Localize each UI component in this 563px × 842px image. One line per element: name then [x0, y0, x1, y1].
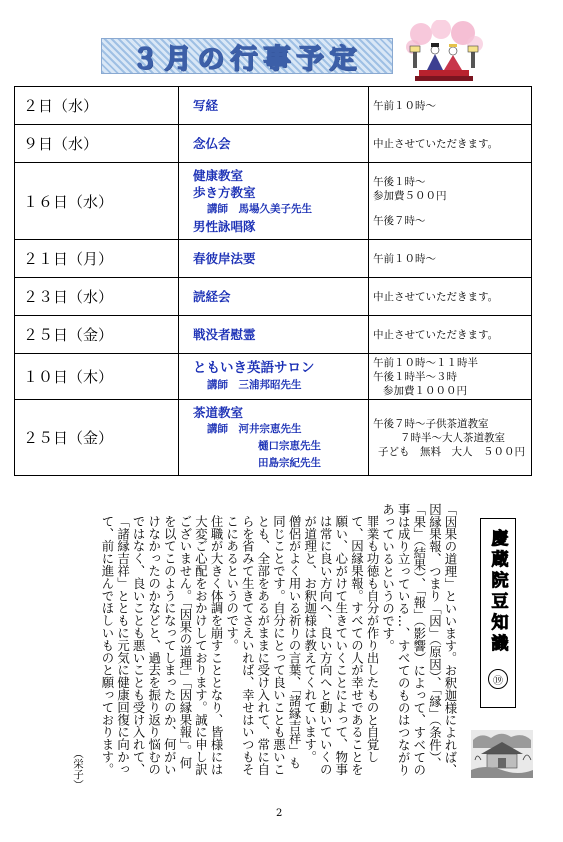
event-date: １０日（木）	[15, 354, 179, 400]
page-title: ３月の行事予定	[131, 43, 363, 75]
event-name: 茶道教室	[193, 404, 244, 420]
event-note: 参加費５００円	[373, 189, 447, 202]
event-date: １６日（水）	[15, 163, 179, 240]
essay-paragraph: 住職が大きく体調を崩すこととなり、皆様には大変ご心配をおかけしております。誠に申し訳ございません。「因果の道理」「因縁果報」。何を以てこのようになってしまったのか、何がいけなかったのかなどと、過去を振り返り悩むのではなく、良いことも悪いことも受け入れて、「諸縁吉祥」とともに元気に健康回復に向かって、前に進んでほしいものと願っております。	[99, 515, 225, 776]
essay-author: （栄子）	[72, 748, 84, 790]
event-cell	[179, 354, 369, 400]
column-title: 慶蔵院豆知識	[487, 529, 508, 655]
event-note: 午前１０時～	[369, 240, 532, 278]
event-schedule-table	[14, 86, 532, 476]
essay-paragraph: 「因果の道理」といいます。お釈迦様によれば、因縁果報、つまり「因」（原因）、「縁」（条件）、「果」（結果）、「報」（影響）によって、すべての事は成り立っている…、すべてのものはつながりあっているというのです。	[380, 503, 458, 776]
event-note: 中止させていただきます。	[369, 316, 532, 354]
hina-doll-illustration	[405, 20, 485, 84]
table-row	[15, 354, 532, 400]
table-row	[15, 316, 532, 354]
lecturer-name: 田島宗紀先生	[258, 456, 321, 469]
event-date: ９日（水）	[15, 125, 179, 163]
event-name: 写経	[179, 87, 369, 125]
event-name: 念仏会	[179, 125, 369, 163]
event-name: 読経会	[179, 278, 369, 316]
event-cell	[179, 163, 369, 240]
column-header-box	[480, 518, 516, 708]
lecturer-name: 講師 馬場久美子先生	[207, 203, 312, 215]
event-date: ２１日（月）	[15, 240, 179, 278]
event-note: ７時半～大人茶道教室	[400, 431, 505, 444]
lecturer-name: 講師 河井宗恵先生	[207, 422, 302, 435]
essay-body	[62, 503, 458, 779]
event-note: 午後７時～	[373, 214, 426, 227]
table-row	[15, 87, 532, 125]
event-note-cell	[369, 354, 532, 400]
event-date: ２３日（水）	[15, 278, 179, 316]
event-note: 午後７時～子供茶道教室	[373, 417, 489, 430]
lecturer-name: 講師 三浦邦昭先生	[207, 378, 302, 391]
table-row	[15, 400, 532, 476]
event-name: 健康教室	[193, 168, 244, 183]
event-name: 戦没者慰霊	[179, 316, 369, 354]
event-note: 午前１０時～	[369, 87, 532, 125]
title-banner	[101, 38, 393, 74]
event-note: 午後１時～	[373, 175, 426, 188]
table-row	[15, 240, 532, 278]
event-note-cell	[369, 163, 532, 240]
event-note: 午前１０時～１１時半	[373, 356, 478, 369]
table-row	[15, 125, 532, 163]
event-cell	[179, 400, 369, 476]
table-row	[15, 278, 532, 316]
page-number: 2	[276, 808, 283, 819]
event-name: ともいき英語サロン	[193, 359, 315, 376]
event-date: ２日（水）	[15, 87, 179, 125]
column-number: ⑲	[488, 669, 508, 689]
essay-paragraph: 僧侶がよく用いる祈りの言葉、「諸縁吉祥」も同じことです。自分にとって良いことも悪いことも、全部をあるがままに受け入れて、常に自らを省みて生きてさえいれば、幸せはいつもそこにあるというのです。	[224, 515, 303, 776]
event-note: 中止させていただきます。	[369, 125, 532, 163]
event-name: 男性詠唱隊	[193, 219, 256, 234]
spacer	[373, 203, 530, 214]
event-note: 中止させていただきます。	[369, 278, 532, 316]
event-note-cell	[369, 400, 532, 476]
lecturer-name: 樋口宗恵先生	[258, 439, 321, 452]
event-name: 春彼岸法要	[179, 240, 369, 278]
event-note: 参加費１０００円	[383, 384, 467, 397]
event-note: 子ども 無料 大人 ５００円	[378, 445, 525, 458]
event-note: 午後１時半～３時	[373, 370, 457, 383]
event-date: ２５日（金）	[15, 400, 179, 476]
essay-paragraph: 罪業も功徳も自分が作り出したものと自覚して、因縁果報。すべての人が幸せであることを願い、心がけて生きていくことによって、物事は常に良い方向へ、良い方向へと動いていくのが道理と、お釈迦様は教えてくれています。	[302, 515, 381, 776]
temple-sketch-image	[471, 730, 533, 778]
table-row	[15, 163, 532, 240]
event-date: ２５日（金）	[15, 316, 179, 354]
event-name: 歩き方教室	[193, 185, 256, 200]
